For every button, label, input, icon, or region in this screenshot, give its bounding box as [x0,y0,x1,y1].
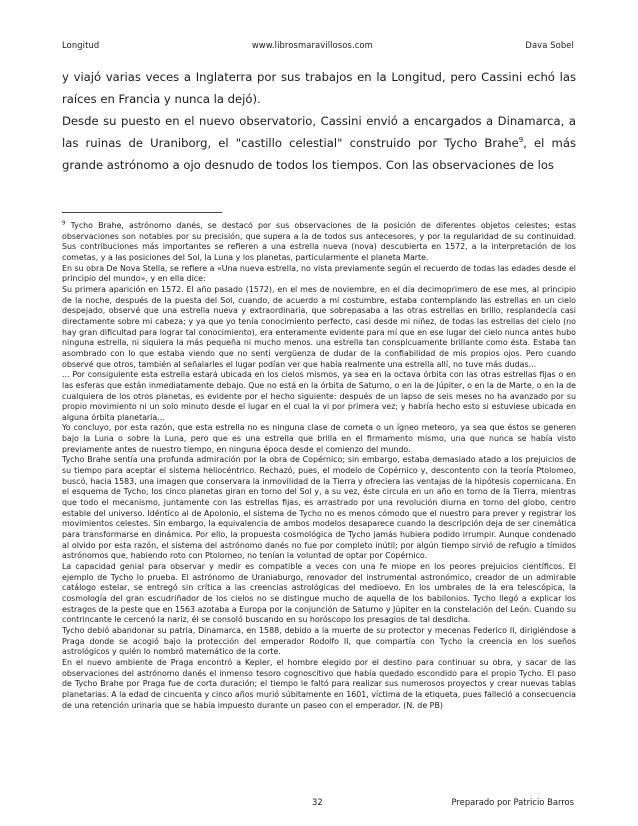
footnote-paragraph: La capacidad genial para observar y medir es compatible a veces con una fe miope en los peores prejuicios científicos. El ejemplo de Tycho lo prueba. El astrónomo de Uraniaburgo, renovador del instrumental astronómico, creador de un admirable catálogo estelar, se entregó sin crítica a las creencias astrológicas del medioevo. En los umbrales de la era telescópica, la cosmología del gran escudriñador de los cielos no se distingue mucho de aquella de los babilonios. Tycho llegó a explicar los estragos de la peste que en 1563 azotaba a Europa por la conjunción de Saturno y Júpiter en la constelación del León. Cuando su contrincante le cercenó la nariz, él se consoló buscando en su horóscopo los presagios de tal desdicha. [62,562,576,625]
footnote-paragraph: Yo concluyo, por esta razón, que esta estrella no es ninguna clase de cometa o un ígneo meteoro, ya sea que éstos se generen bajo la Luna o sobre la Luna, pero que es una estrella que brilla en el firmamento mismo, una que nunca se había visto previamente antes de nuestro tiempo, en ninguna época desde el comienzo del mundo. [62,423,576,454]
header-website: www.librosmaravillosos.com [251,40,373,50]
page-number: 32 [312,797,323,807]
footnote-text: Tycho Brahe, astrónomo danés, se destacó por sus observaciones de la posición de diferentes objetos celestes; estas observaciones son notables por su precisión, que supera a la de todos sus antecesores, y por la regularidad de su continuidad. Sus contribuciones más importantes se refieren a una estrella nueva (nova) descubierta en 1572, a la interpretación de los cometas, y a las posiciones del Sol, la Luna y los planetas, particularmente el planeta Marte. [62,221,576,262]
footnote-paragraph: En el nuevo ambiente de Praga encontró a Kepler, el hombre elegido por el destino para continuar su obra, y sacar de las observaciones del astrónomo danés el inmenso tesoro cognoscitivo que había quedado escondido para el propio Tycho. El paso de Tycho Brahe por Praga fue de corta duración; el tiempo le faltó para realizar sus numerosos proyectos y crear nuevas tablas planetarias. A la edad de cincuenta y cinco años murió súbitamente en 1601, víctima de la etiqueta, pues falleció a consecuencia de una retención urinaria que se había impuesto durante un paseo con el emperador. (N. de PB) [62,657,576,710]
footer-credit: Preparado por Patricio Barros [451,797,574,807]
main-paragraph: y viajó varias veces a Inglaterra por sus trabajos en la Longitud, pero Cassini echó las raíces en Francia y nunca la dejó). [62,70,576,106]
footnote-marker: 9 [62,220,66,227]
footnote-reference[interactable]: 9 [518,136,524,145]
footnote-separator [62,212,222,213]
main-text-run: Desde su puesto en el nuevo observatorio, Cassini envió a encargados a Dinamarca, a las ruinas de Uraniborg, el "castillo celestial" construido por Tycho Brahe [62,114,576,150]
main-paragraph [62,110,576,176]
header-author: Dava Sobel [525,40,574,50]
page-header [62,40,574,50]
footnote-paragraph: ... Por consiguiente esta estrella estará ubicada en los cielos mismos, ya sea en la octava órbita con las otras estrellas fijas o en las esferas que están inmediatamente debajo. Que no está en la órbita de Saturno, o en la de Júpiter, o en la de Marte, o en la de cualquiera de los otros planetas, es evidente por el hecho siguiente: después de un lapso de seis meses no ha avanzado por su propio movimiento ni un solo minuto desde el lugar en el cual la vi por primera vez; y habría hecho esto si estuviese ubicada en alguna órbita planetaria... [62,370,576,422]
footnote-paragraph: Su primera aparición en 1572. El año pasado (1572), en el mes de noviembre, en el día decimoprimero de ese mes, al principio de la noche, después de la puesta del Sol, cuando, de acuerdo a mi costumbre, estaba contemplando las estrellas en un cielo despejado, observé que una estrella nueva y extraordinaria, que sobrepasaba a las otras estrellas en brillo, resplandecía casi directamente sobre mi cabeza; y ya que yo tenía conocimiento perfecto, casi desde mi niñez, de todas las estrellas del cielo (no hay gran dificultad para lograr tal conocimiento), era enteramente evidente para mí que en ese lugar del cielo nunca antes hubo ninguna estrella, ni siquiera la más pequeña ni mucho menos. una estrella tan conspicuamente brillante como ésta. Estaba tan asombrado con lo que estaba viendo que no sentí vergüenza de dudar de la confiabilidad de mis propios ojos. Pero cuando observé que otros, también al señalarles el lugar podían ver que había realmente una estrella allí, no tuve más dudas... [62,284,576,369]
footnote-paragraph: Tycho Brahe sentía una profunda admiración por la obra de Copérnico; sin embargo, estaba demasiado atado a los prejuicios de su tiempo para aceptar el sistema heliocéntrico. Rechazó, pues, el modelo de Copérnico y, descontento con la teoría Ptolomeo, buscó, hacia 1583, una imagen que conservara la inmovilidad de la Tierra y ofreciera las ventajas de la hipótesis copernicana. En el esquema de Tycho, los cinco planetas giran en torno del Sol y, a su vez, éste circula en un año en torno de la Tierra, mientras que todo el mecanismo, juntamente con las estrellas fijas, es arrastrado por una revolución diurna en torno del globo, centro estable del universo. Idéntico al de Apolonio, el sistema de Tycho no es menos cómodo que el nuestro para prever y registrar los movimientos celestes. Sin embargo, la equivalencia de ambos modelos desaparece cuando la descripción deja de ser cinemática para transformarse en dinámica. Por ello, la propuesta cosmológica de Tycho jamás hubiera podido irrumpir. Aunque condenado al olvido por esta razón, el sistema del astrónomo danés no fue por completo inútil; por algún tiempo sirvió de refugio a tímidos astrónomos que, habiendo roto con Ptolomeo, no tenían la voluntad de optar por Copérnico. [62,455,576,561]
footnote-paragraph: Tycho debió abandonar su patria, Dinamarca, en 1588, debido a la muerte de su protector y mecenas Federico II, dirigiéndose a Praga donde se acogió bajo la protección del emperador Rodolfo II, que compartía con Tycho la creencia en los sueños astrológicos y quién lo nombró matemático de la corte. [62,625,576,657]
main-text [62,66,576,176]
header-section-title: Longitud [62,40,100,50]
main-text-run: , el más grande astrónomo a ojo desnudo de todos los tiempos. Con las observaciones de los [62,136,576,172]
footnote-paragraph: En su obra De Nova Stella, se refiere a «Una nueva estrella, no vista previamente según el recuerdo de todas las edades desde el principio del mundo», y en ella dice: [62,263,576,284]
footnote-paragraph [62,221,576,264]
footnote-block [62,221,576,711]
